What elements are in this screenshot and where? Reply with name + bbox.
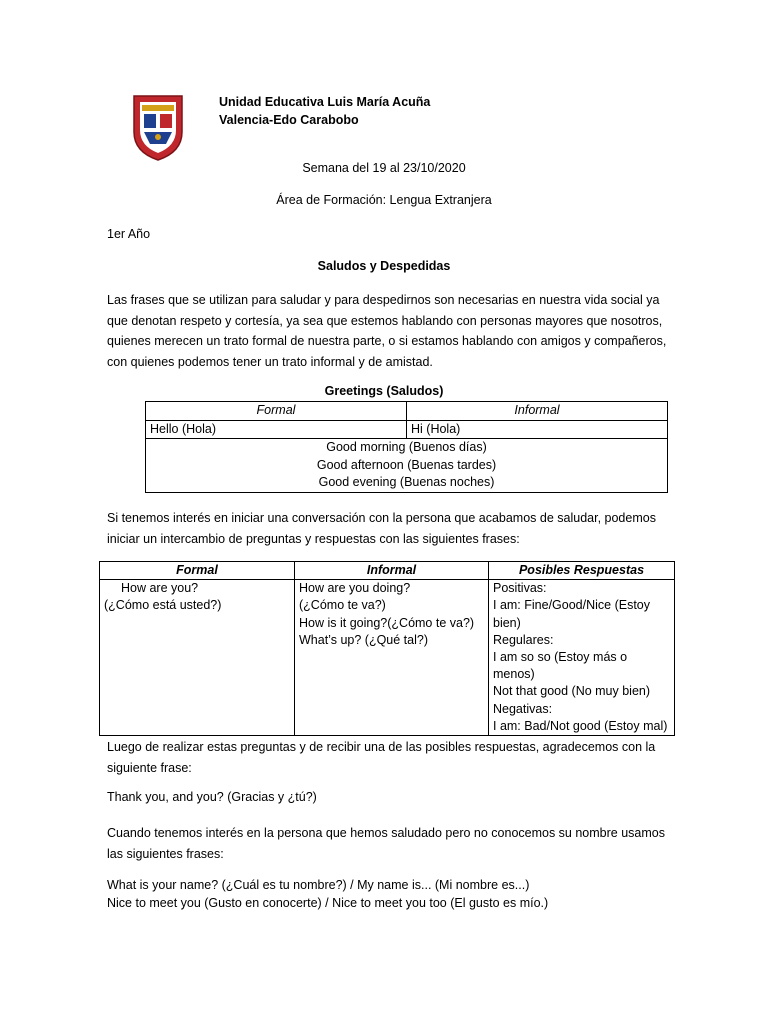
- greetings-cell: Hello (Hola): [146, 420, 407, 439]
- conversation-paragraph: Si tenemos interés en iniciar una conversación con la persona que acabamos de saludar, podemos iniciar un intercambio de preguntas y respuestas con las siguientes frases:: [107, 511, 656, 546]
- formal-translation: (¿Cómo está usted?): [104, 598, 222, 613]
- questions-header-informal: Informal: [295, 562, 489, 580]
- shared-greeting: Good morning (Buenos días): [326, 440, 487, 454]
- formal-cell: [100, 580, 295, 736]
- greetings-shared-cell: [146, 439, 668, 493]
- greetings-header-formal: Formal: [146, 402, 407, 421]
- informal-cell: [295, 580, 489, 736]
- response-line: Not that good (No muy bien): [493, 684, 651, 699]
- school-name: Unidad Educativa Luis María Acuña: [219, 95, 431, 109]
- response-line: Negativas:: [493, 701, 553, 716]
- week-line: Semana del 19 al 23/10/2020: [302, 161, 466, 175]
- table-row: [146, 402, 668, 421]
- shared-greeting: Good evening (Buenas noches): [318, 475, 495, 489]
- greetings-cell: Hi (Hola): [407, 420, 668, 439]
- informal-line: How is it going?(¿Cómo te va?): [299, 615, 475, 630]
- page-title: Saludos y Despedidas: [317, 259, 451, 273]
- school-header: [219, 93, 430, 129]
- thanks-intro-paragraph: Luego de realizar estas preguntas y de recibir una de las posibles respuestas, agradecemos con la siguiente frase:: [107, 740, 656, 775]
- thanks-phrase: Thank you, and you? (Gracias y ¿tú?): [107, 790, 317, 804]
- questions-header-responses: Posibles Respuestas: [489, 562, 675, 580]
- table-row: [146, 420, 668, 439]
- responses-cell: [489, 580, 675, 736]
- response-line: Regulares:: [493, 632, 554, 647]
- informal-line: How are you doing?: [299, 581, 411, 596]
- table-row: [100, 580, 675, 736]
- shared-greeting: Good afternoon (Buenas tardes): [316, 457, 497, 472]
- table-row: [100, 562, 675, 580]
- intro-paragraph: Las frases que se utilizan para saludar y para despedirnos son necesarias en nuestra vida social ya que denotan respeto y cortesía, ya sea que estemos hablando con personas mayores que nosotros, quienes merecen un trato formal de nuestra parte, o si estamos hablando con amigos y compañeros, con quienes podemos tener un trato informal y de amistad.: [107, 293, 667, 369]
- meet-phrase: Nice to meet you (Gusto en conocerte) / Nice to meet you too (El gusto es mío.): [107, 896, 549, 910]
- table-row: [146, 439, 668, 493]
- name-intro-paragraph: Cuando tenemos interés en la persona que hemos saludado pero no conocemos su nombre usamos las siguientes frases:: [107, 826, 665, 861]
- response-line: Positivas:: [493, 581, 547, 596]
- formal-question: How are you?: [121, 581, 199, 596]
- response-line: I am: Fine/Good/Nice (Estoy bien): [493, 598, 651, 630]
- area-line: Área de Formación: Lengua Extranjera: [276, 193, 492, 207]
- greetings-table: [145, 401, 668, 493]
- name-phrase: What is your name? (¿Cuál es tu nombre?) / My name is... (Mi nombre es...): [107, 878, 530, 892]
- greetings-caption: Greetings (Saludos): [324, 384, 444, 398]
- response-line: I am: Bad/Not good (Estoy mal): [493, 718, 668, 733]
- questions-table: [99, 561, 675, 736]
- greetings-header-informal: Informal: [407, 402, 668, 421]
- informal-line: (¿Cómo te va?): [299, 598, 386, 613]
- response-line: I am so so (Estoy más o menos): [493, 650, 628, 682]
- school-location: Valencia-Edo Carabobo: [219, 113, 359, 127]
- school-crest-icon: [130, 92, 186, 162]
- informal-line: What’s up? (¿Qué tal?): [299, 632, 428, 647]
- year-line: 1er Año: [107, 227, 151, 241]
- questions-header-formal: Formal: [100, 562, 295, 580]
